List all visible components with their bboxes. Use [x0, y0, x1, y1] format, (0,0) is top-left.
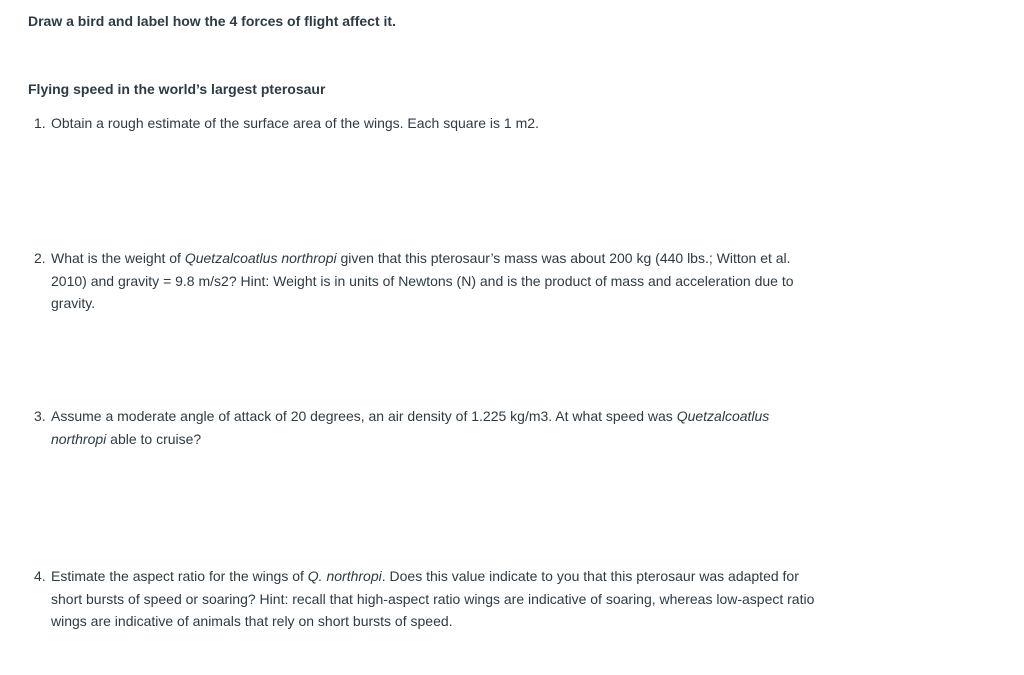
question-text	[51, 247, 824, 315]
question-3	[34, 405, 824, 450]
question-text-part: Obtain a rough estimate of the surface area of the wings. Each square is 1 m2.	[51, 115, 539, 131]
question-text-part: Assume a moderate angle of attack of 20 degrees, an air density of 1.225 kg/m3. At what speed was	[51, 408, 677, 424]
question-1	[34, 112, 824, 135]
question-number: 2.	[34, 250, 46, 266]
question-text-part: . Does this value indicate to you that this pterosaur was adapted for short bursts of speed or soaring? Hint: recall that high-aspect ratio wings are indicative of soaring, whereas low-aspect ratio wings are indicative of animals that rely on short bursts of speed.	[51, 568, 815, 629]
question-number: 1.	[34, 115, 46, 131]
question-number: 3.	[34, 408, 46, 424]
species-name: Quetzalcoatlus northropi	[51, 408, 770, 447]
question-text-part: Estimate the aspect ratio for the wings of	[51, 568, 308, 584]
question-text-part: What is the weight of	[51, 250, 185, 266]
question-2	[34, 247, 824, 315]
question-text-part: able to cruise?	[106, 430, 202, 447]
species-name: Quetzalcoatlus northropi	[184, 250, 337, 266]
pterosaur-section-heading: Flying speed in the world’s largest pterosaur	[28, 81, 326, 97]
species-name: Q. northropi	[307, 568, 382, 584]
question-text	[51, 405, 824, 450]
question-4	[34, 565, 824, 633]
question-number: 4.	[34, 568, 46, 584]
question-text	[51, 112, 824, 135]
forces-heading: Draw a bird and label how the 4 forces of flight affect it.	[28, 13, 396, 29]
question-text	[51, 565, 824, 633]
question-text-part: given that this pterosaur’s mass was about 200 kg (440 lbs.; Witton et al. 2010) and gravity = 9.8 m/s2? Hint: Weight is in units of Newtons (N) and is the product of mass and acceleration due to gravity.	[51, 250, 794, 311]
